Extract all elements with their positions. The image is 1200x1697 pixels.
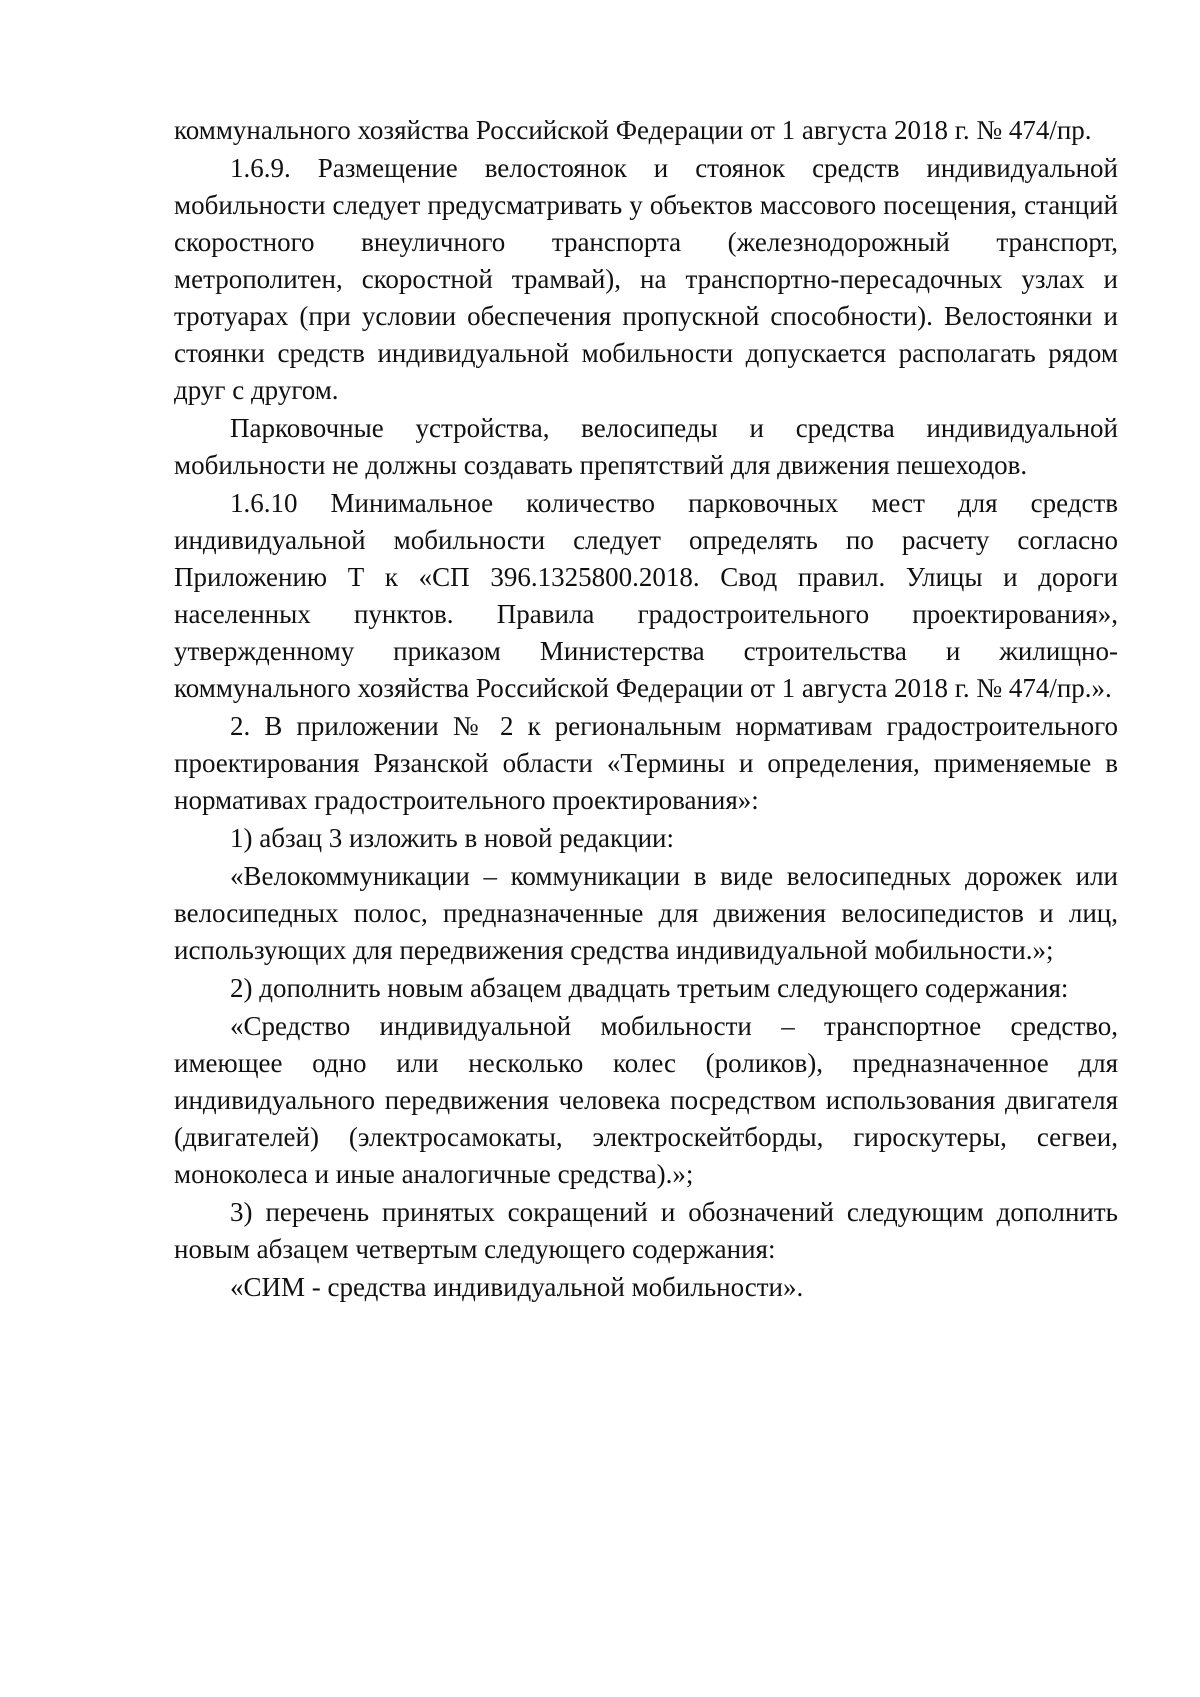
document-body — [174, 112, 1118, 1306]
paragraph-sim-abbreviation: «СИМ - средства индивидуальной мобильности». — [230, 1272, 804, 1302]
paragraph-subitem-2: 2) дополнить новым абзацем двадцать третьим следующего содержания: — [230, 973, 1069, 1003]
paragraph-velocommunications-definition: «Велокоммуникации – коммуникации в виде велосипедных дорожек или велосипедных полос, предназначенные для движения велосипедистов и лиц, использующих для передвижения средства индивидуальной мобильности.»; — [174, 861, 1118, 965]
paragraph-1-6-9: 1.6.9. Размещение велостоянок и стоянок средств индивидуальной мобильности следует предусматривать у объектов массового посещения, станций скоростного внеуличного транспорта (железнодорожный транспорт, метрополитен, скоростной трамвай), на транспортно-пересадочных узлах и тротуарах (при условии обеспечения пропускной способности). Велостоянки и стоянки средств индивидуальной мобильности допускается располагать рядом друг с другом. — [174, 153, 1118, 405]
paragraph-subitem-1: 1) абзац 3 изложить в новой редакции: — [230, 823, 674, 853]
paragraph-parking-devices: Парковочные устройства, велосипеды и средства индивидуальной мобильности не должны создавать препятствий для движения пешеходов. — [174, 413, 1118, 480]
paragraph-continuation: коммунального хозяйства Российской Федерации от 1 августа 2018 г. № 474/пр. — [174, 115, 1092, 145]
paragraph-item-2: 2. В приложении № 2 к региональным нормативам градостроительного проектирования Рязанской области «Термины и определения, применяемые в нормативах градостроительного проектирования»: — [174, 711, 1118, 815]
paragraph-1-6-10: 1.6.10 Минимальное количество парковочных мест для средств индивидуальной мобильности следует определять по расчету согласно Приложению Т к «СП 396.1325800.2018. Свод правил. Улицы и дороги населенных пунктов. Правила градостроительного проектирования», утвержденному приказом Министерства строительства и жилищно-коммунального хозяйства Российской Федерации от 1 августа 2018 г. № 474/пр.». — [174, 488, 1118, 703]
paragraph-mobility-device-definition: «Средство индивидуальной мобильности – транспортное средство, имеющее одно или несколько колес (роликов), предназначенное для индивидуального передвижения человека посредством использования двигателя (двигателей) (электросамокаты, электроскейтборды, гироскутеры, сегвеи, моноколеса и иные аналогичные средства).»; — [174, 1011, 1118, 1189]
paragraph-subitem-3: 3) перечень принятых сокращений и обозначений следующим дополнить новым абзацем четвертым следующего содержания: — [174, 1197, 1118, 1264]
